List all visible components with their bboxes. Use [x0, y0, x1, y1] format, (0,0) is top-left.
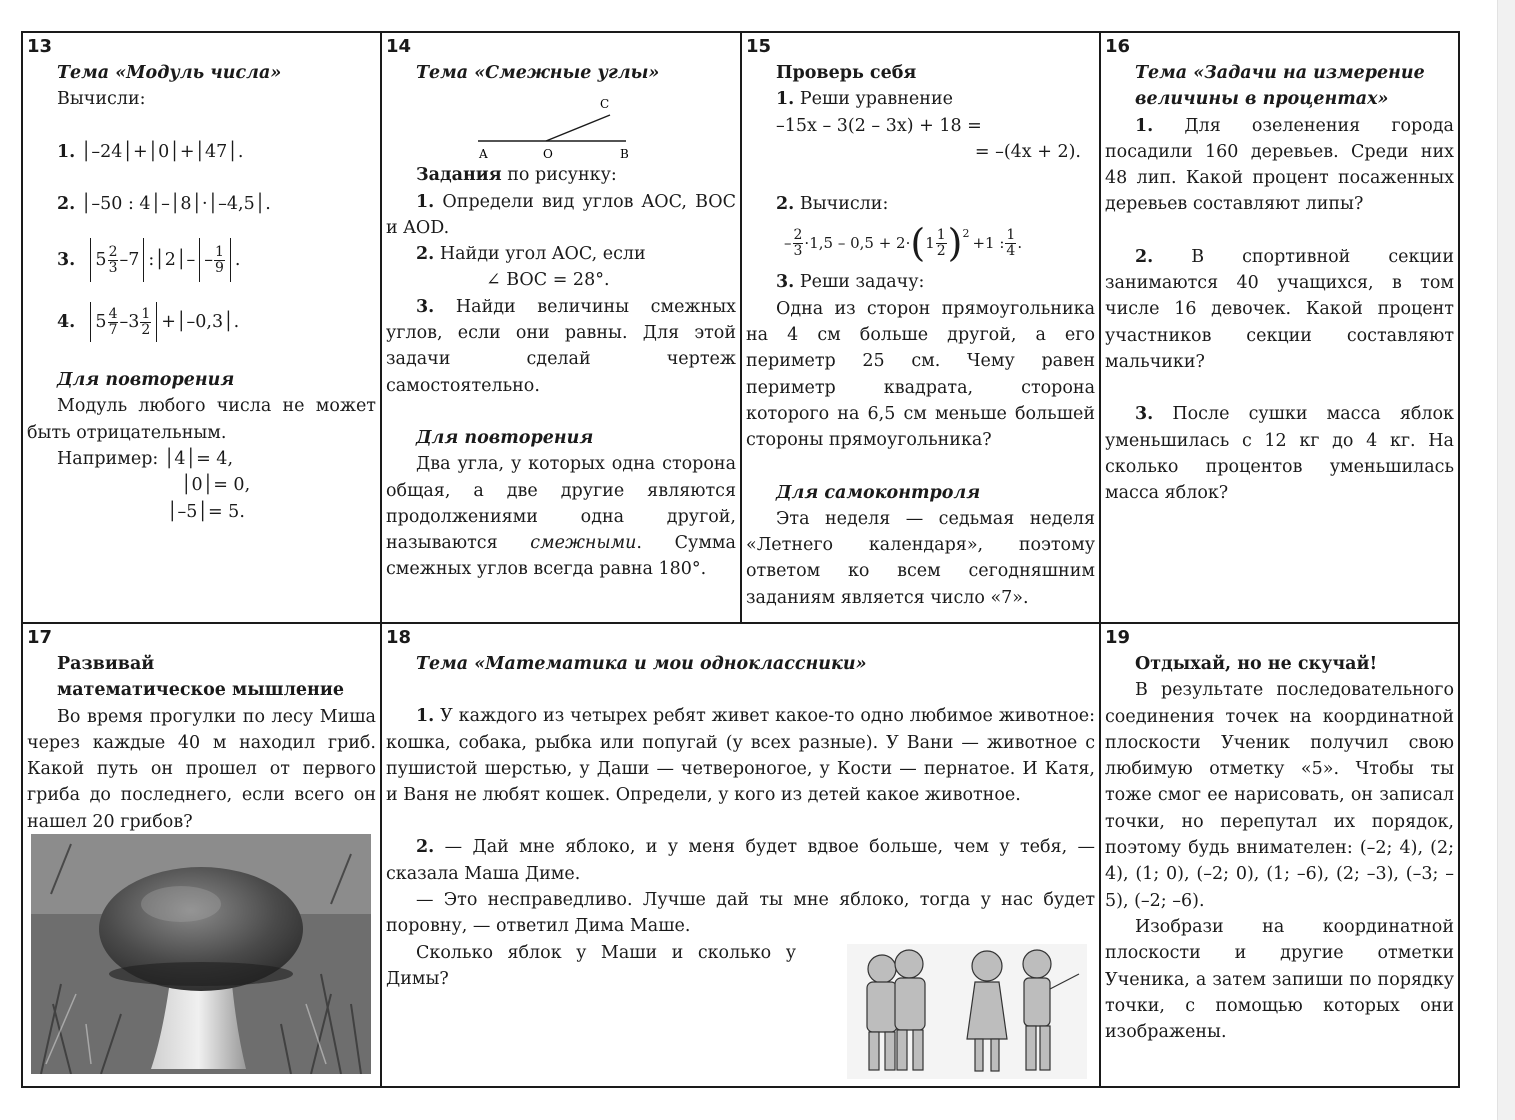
- card-number: 14: [386, 36, 412, 57]
- task-text: Во время прогулки по лесу Миша через каждые 40 м находил гриб. Какой путь он прошел от первого гриба до последнего, если всего он нашел 20 грибов?: [27, 706, 376, 832]
- card-19: [1099, 622, 1460, 1088]
- self-check-title: Для самоконтроля: [776, 482, 981, 503]
- point-c-label: C: [600, 97, 610, 112]
- task-2: 2. Найди угол AOC, если: [416, 244, 646, 265]
- card-title-2: математическое мышление: [57, 680, 344, 701]
- task-3: 3. 5 $\frac{2}{3}$ –7 :│2│– – $\frac{1}{9}$ .: [27, 235, 376, 285]
- task-1: 1. Определи вид углов AOC, BOC и AOD.: [386, 191, 736, 238]
- card-title: Проверь себя: [776, 63, 917, 83]
- card-18: [380, 622, 1101, 1088]
- repeat-title: Для повторения: [416, 427, 594, 448]
- paragraph-2: Изобрази на координатной плоскости и другие отметки Ученика, а затем запиши по порядку точки, с помощью которых они изображены.: [1105, 916, 1454, 1043]
- card-theme: Тема «Математика и мои одноклассники»: [416, 654, 867, 674]
- tasks-heading: Задания по рисунку:: [416, 165, 617, 186]
- repeat-title: Для повторения: [57, 370, 235, 391]
- card-16: [1099, 31, 1460, 624]
- point-b-label: B: [620, 147, 629, 162]
- task-2-condition: ∠ BOC = 28°.: [486, 270, 610, 291]
- card-15: [740, 31, 1101, 624]
- self-check-text: Эта неделя — седьмая неделя «Летнего календаря», поэтому ответом ко всем сегодняшним заданиям является число «7».: [746, 508, 1095, 608]
- task-2: 2. Вычисли:: [776, 194, 889, 215]
- task-3: 3. Реши задачу:: [776, 272, 925, 293]
- card-number: 13: [27, 36, 53, 57]
- card-number: 17: [27, 627, 53, 648]
- adjacent-angles-figure: [386, 84, 740, 162]
- card-theme: Тема «Задачи на измерение величины в процентах»: [1135, 63, 1425, 110]
- task-3: 3. Найди величины смежных углов, если они равны. Для этой задачи сделай чертеж самостоятельно.: [386, 296, 736, 396]
- task-2-reply: — Это несправедливо. Лучше дай ты мне яблоко, тогда у нас будет поровну, — ответил Дима Маше.: [386, 890, 1095, 937]
- card-14: [380, 31, 742, 624]
- card-number: 18: [386, 627, 412, 648]
- card-number: 16: [1105, 36, 1131, 57]
- task-4: 4. 5 $\frac{4}{7}$ –3 $\frac{1}{2}$ +│–0,3│.: [27, 299, 376, 345]
- repeat-text: Модуль любого числа не может быть отрицательным.: [27, 396, 376, 443]
- card-prompt: Вычисли:: [57, 89, 146, 110]
- task-1: 1. У каждого из четырех ребят живет какое-то одно любимое животное: кошка, собака, рыбка или попугай (у всех разные). У Вани — животное с пушистой шерстью, у Даши — четвероногое, у Кости — пернатое. И Катя, и Ваня не любят кошек. Определи, у кого из детей какое животное.: [386, 706, 1095, 806]
- task-2: 2. │–50 : 4│–│8│·│–4,5│.: [57, 193, 271, 214]
- point-a-label: A: [479, 147, 488, 162]
- task-3-text: Одна из сторон прямоугольника на 4 см больше другой, а его периметр 25 см. Чему равен периметр квадрата, сторона которого на 6,5 см меньше большей стороны прямоугольника?: [746, 298, 1095, 451]
- task-3: 3. После сушки масса яблок уменьшилась с 12 кг до 4 кг. На сколько процентов уменьшилась масса яблок?: [1105, 404, 1454, 504]
- example: Например: │4│= 4,: [57, 449, 234, 470]
- task-1: 1. │–24│+│0│+│47│.: [57, 141, 244, 162]
- equation-line-1: –15x – 3(2 – 3x) + 18 =: [776, 115, 982, 136]
- task-2-question: Сколько яблок у Маши и сколько у Димы?: [386, 942, 796, 989]
- paragraph-1: В результате последовательного соединения точек на координатной плоскости Ученик получил свою любимую отметку «5». Чтобы ты тоже смог ее нарисовать, он записал точки, но перепутал их порядок, поэтому будь внимателен: (–2; 4), (2; 4), (1; 0), (–2; 0), (1; –6), (2; –3), (–3; –5), (–2; –6).: [1105, 680, 1454, 911]
- scrollbar-track[interactable]: [1497, 0, 1515, 1120]
- children-illustration: [847, 944, 1087, 1079]
- example-2: │0│= 0,: [181, 475, 251, 496]
- card-number: 19: [1105, 627, 1131, 648]
- card-theme: Тема «Модуль числа»: [57, 63, 282, 83]
- card-title: Развивай: [57, 654, 155, 674]
- point-o-label: O: [543, 147, 553, 162]
- task-1: 1. Для озеленения города посадили 160 деревьев. Среди них 48 лип. Какой процент посаженных деревьев составляют липы?: [1105, 115, 1454, 215]
- repeat-text: Два угла, у которых одна сторона общая, а две другие являются продолжениями одна другой, называются смежными. Сумма смежных углов всегда равна 180°.: [386, 454, 736, 580]
- task-1: 1. Реши уравнение: [776, 89, 953, 110]
- card-17: [21, 622, 382, 1088]
- equation-line-2: = –(4x + 2).: [974, 141, 1081, 162]
- task-2: 2. — Дай мне яблоко, и у меня будет вдвое больше, чем у тебя, — сказала Маша Диме.: [386, 837, 1095, 884]
- task-2: 2. В спортивной секции занимаются 40 учащихся, в том числе 16 девочек. Какой процент участников секции составляют мальчики?: [1105, 246, 1454, 372]
- mushroom-photo: [31, 834, 371, 1074]
- task-2-expression: – $\frac{2}{3}$ ·1,5 – 0,5 + 2· ( 1 $\frac{1}{2}$ ) $^2$ +1 : $\frac{1}{4}$ .: [784, 221, 1023, 266]
- card-title: Отдыхай, но не скучай!: [1135, 654, 1378, 674]
- card-number: 15: [746, 36, 772, 57]
- card-theme: Тема «Смежные углы»: [416, 63, 660, 83]
- example-3: │–5│= 5.: [167, 501, 245, 522]
- card-13: [21, 31, 382, 624]
